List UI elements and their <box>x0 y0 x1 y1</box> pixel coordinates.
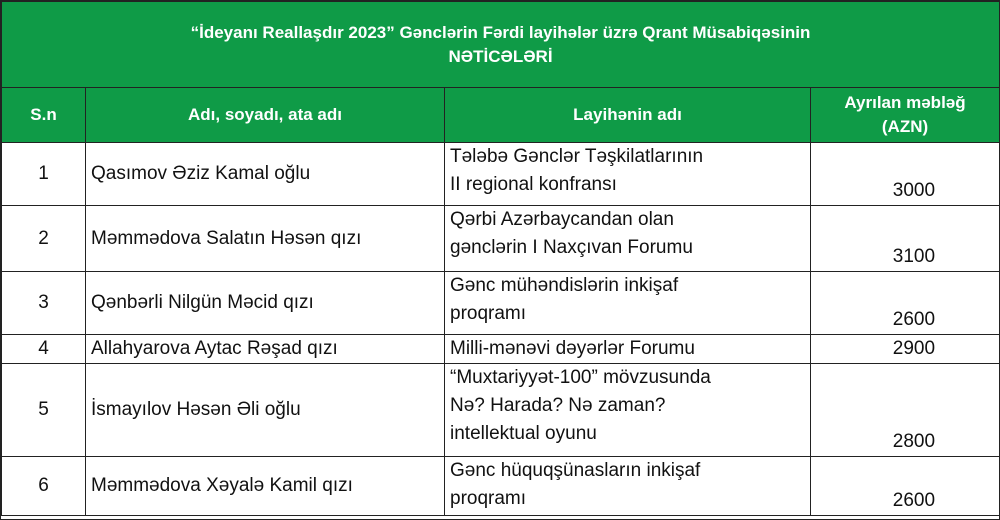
cell-name: Məmmədova Salatın Həsən qızı <box>86 206 445 272</box>
project-line: Gənc hüquqşünasların inkişaf <box>450 460 701 481</box>
cell-name: Qasımov Əziz Kamal oğlu <box>86 143 445 206</box>
header-amount <box>811 88 1000 143</box>
project-line: Qərbi Azərbaycandan olan <box>450 209 674 230</box>
table-row <box>2 206 1000 272</box>
cell-project <box>445 364 811 457</box>
cell-sn: 6 <box>2 457 86 516</box>
cell-name: Qənbərli Nilgün Məcid qızı <box>86 272 445 335</box>
title-row <box>2 2 1000 88</box>
header-row <box>2 88 1000 143</box>
cell-project <box>445 206 811 272</box>
cell-amount: 3100 <box>811 206 1000 272</box>
project-line: Tələbə Gənclər Təşkilatlarının <box>450 146 704 167</box>
project-line: Nə? Harada? Nə zaman? <box>450 395 666 416</box>
title-line-1: “İdeyanı Reallaşdır 2023” Gənclərin Fərdi layihələr üzrə Qrant Müsabiqəsinin <box>190 22 811 42</box>
table-row <box>2 272 1000 335</box>
cell-amount: 3000 <box>811 143 1000 206</box>
cell-amount: 2600 <box>811 457 1000 516</box>
title-line-2: NƏTİCƏLƏRİ <box>448 46 553 66</box>
table-row <box>2 364 1000 457</box>
project-line: intellektual oyunu <box>450 423 597 444</box>
cell-sn: 3 <box>2 272 86 335</box>
project-line: Gənc mühəndislərin inkişaf <box>450 275 679 296</box>
cell-project <box>445 272 811 335</box>
project-line: II regional konfransı <box>450 174 617 195</box>
table-row <box>2 457 1000 516</box>
header-name: Adı, soyadı, ata adı <box>86 88 445 143</box>
header-amount-line-2: (AZN) <box>881 117 929 136</box>
cell-sn: 2 <box>2 206 86 272</box>
header-sn: S.n <box>2 88 86 143</box>
project-line: gənclərin I Naxçıvan Forumu <box>450 237 693 258</box>
table-row <box>2 143 1000 206</box>
cell-amount: 2600 <box>811 272 1000 335</box>
cell-sn: 5 <box>2 364 86 457</box>
project-line: “Muxtariyyət-100” mövzusunda <box>450 367 711 388</box>
cell-amount: 2800 <box>811 364 1000 457</box>
header-amount-line-1: Ayrılan məbləğ <box>844 93 966 112</box>
results-table <box>1 1 1000 516</box>
cell-amount: 2900 <box>811 335 1000 364</box>
cell-sn: 1 <box>2 143 86 206</box>
cell-project <box>445 457 811 516</box>
cell-project <box>445 143 811 206</box>
cell-name: Məmmədova Xəyalə Kamil qızı <box>86 457 445 516</box>
project-line: proqramı <box>450 488 527 509</box>
cell-name: Allahyarova Aytac Rəşad qızı <box>86 335 445 364</box>
project-line: Milli-mənəvi dəyərlər Forumu <box>450 338 695 359</box>
table-title <box>2 2 1000 88</box>
cell-project <box>445 335 811 364</box>
cell-name: İsmayılov Həsən Əli oğlu <box>86 364 445 457</box>
header-project: Layihənin adı <box>445 88 811 143</box>
cell-sn: 4 <box>2 335 86 364</box>
table-row <box>2 335 1000 364</box>
project-line: proqramı <box>450 303 527 324</box>
